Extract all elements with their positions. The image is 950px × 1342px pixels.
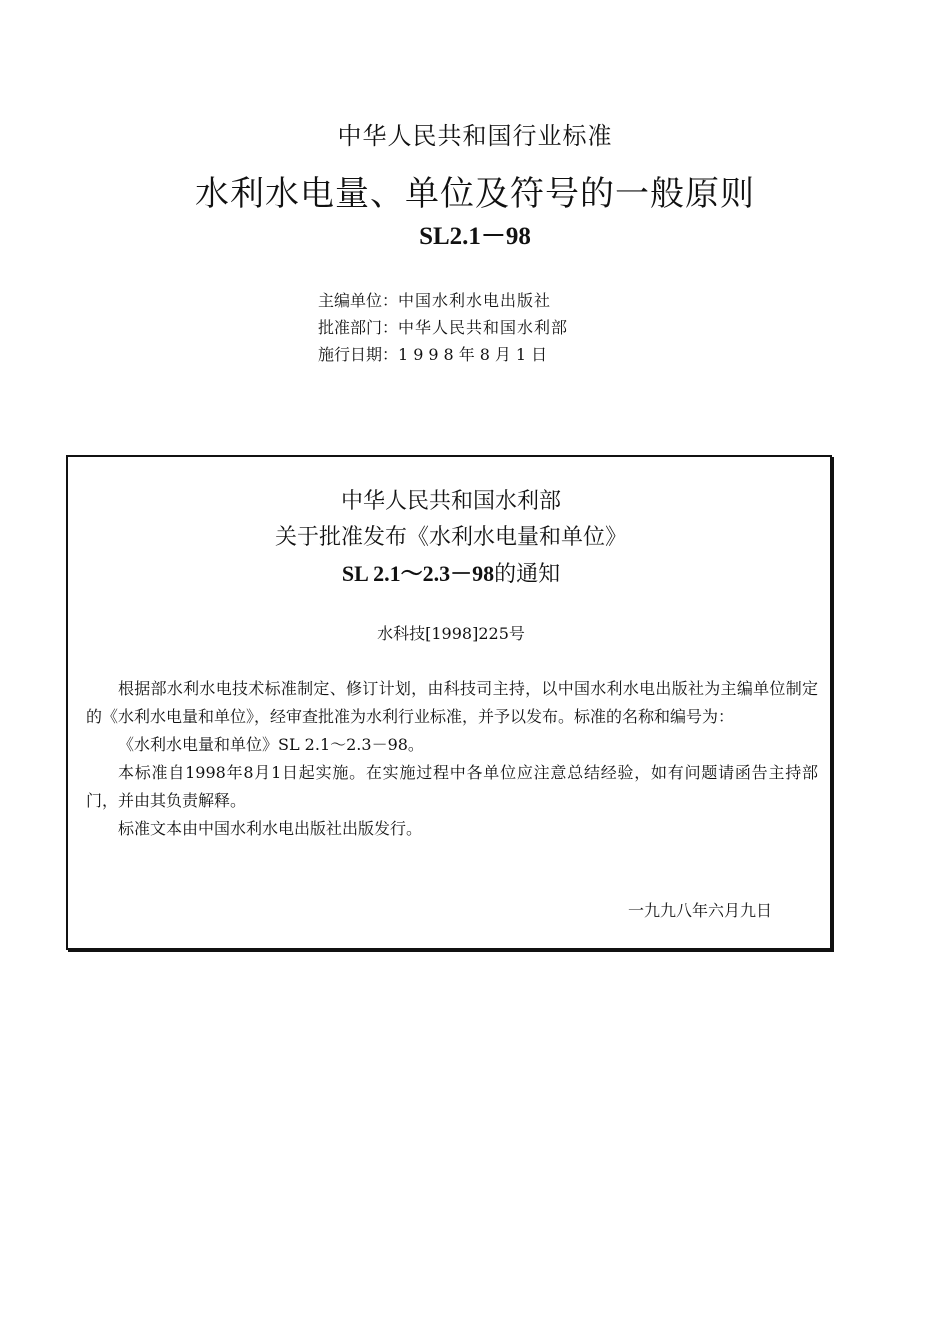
effective-date-value: 1998年8月1日: [398, 345, 553, 364]
publication-info: [318, 287, 568, 368]
notice-date: 一九九八年六月九日: [627, 901, 772, 920]
notice-body: [86, 675, 818, 843]
approver-row: [318, 314, 568, 341]
notice-ministry: 中华人民共和国水利部: [340, 489, 561, 514]
editor-row: [318, 287, 568, 314]
document-number: 水科技[1998]225号: [377, 624, 525, 643]
approver-label: 批准部门：: [318, 318, 399, 337]
notice-code: SL 2.1～2.3－98: [341, 561, 495, 586]
effective-date-label: 施行日期：: [318, 345, 399, 364]
standard-category: 中华人民共和国行业标准: [337, 122, 613, 150]
notice-paragraph: 根据部水利水电技术标准制定、修订计划，由科技司主持，以中国水利水电出版社为主编单位制定的《水利水电量和单位》，经审查批准为水利行业标准，并予以发布。标准的名称和编号为：: [86, 679, 818, 726]
standard-code: SL2.1－98: [419, 223, 531, 250]
notice-paragraph: 标准文本由中国水利水电出版社出版发行。: [118, 819, 423, 838]
notice-paragraph: 本标准自1998年8月1日起实施。在实施过程中各单位应注意总结经验，如有问题请函告主持部门，并由其负责解释。: [86, 763, 818, 810]
editor-value: 中国水利水电出版社: [398, 291, 552, 310]
notice-code-line: [68, 557, 834, 588]
document-title: 水利水电量、单位及符号的一般原则: [195, 174, 755, 214]
notice-heading: 关于批准发布《水利水电量和单位》: [274, 525, 627, 550]
editor-label: 主编单位：: [318, 291, 399, 310]
notice-code-suffix: 的通知: [494, 562, 561, 587]
effective-date-row: [318, 341, 568, 368]
approver-value: 中华人民共和国水利部: [398, 318, 569, 337]
notice-paragraph: 《水利水电量和单位》SL 2.1～2.3－98。: [118, 735, 424, 754]
approval-notice-box: [66, 455, 832, 950]
